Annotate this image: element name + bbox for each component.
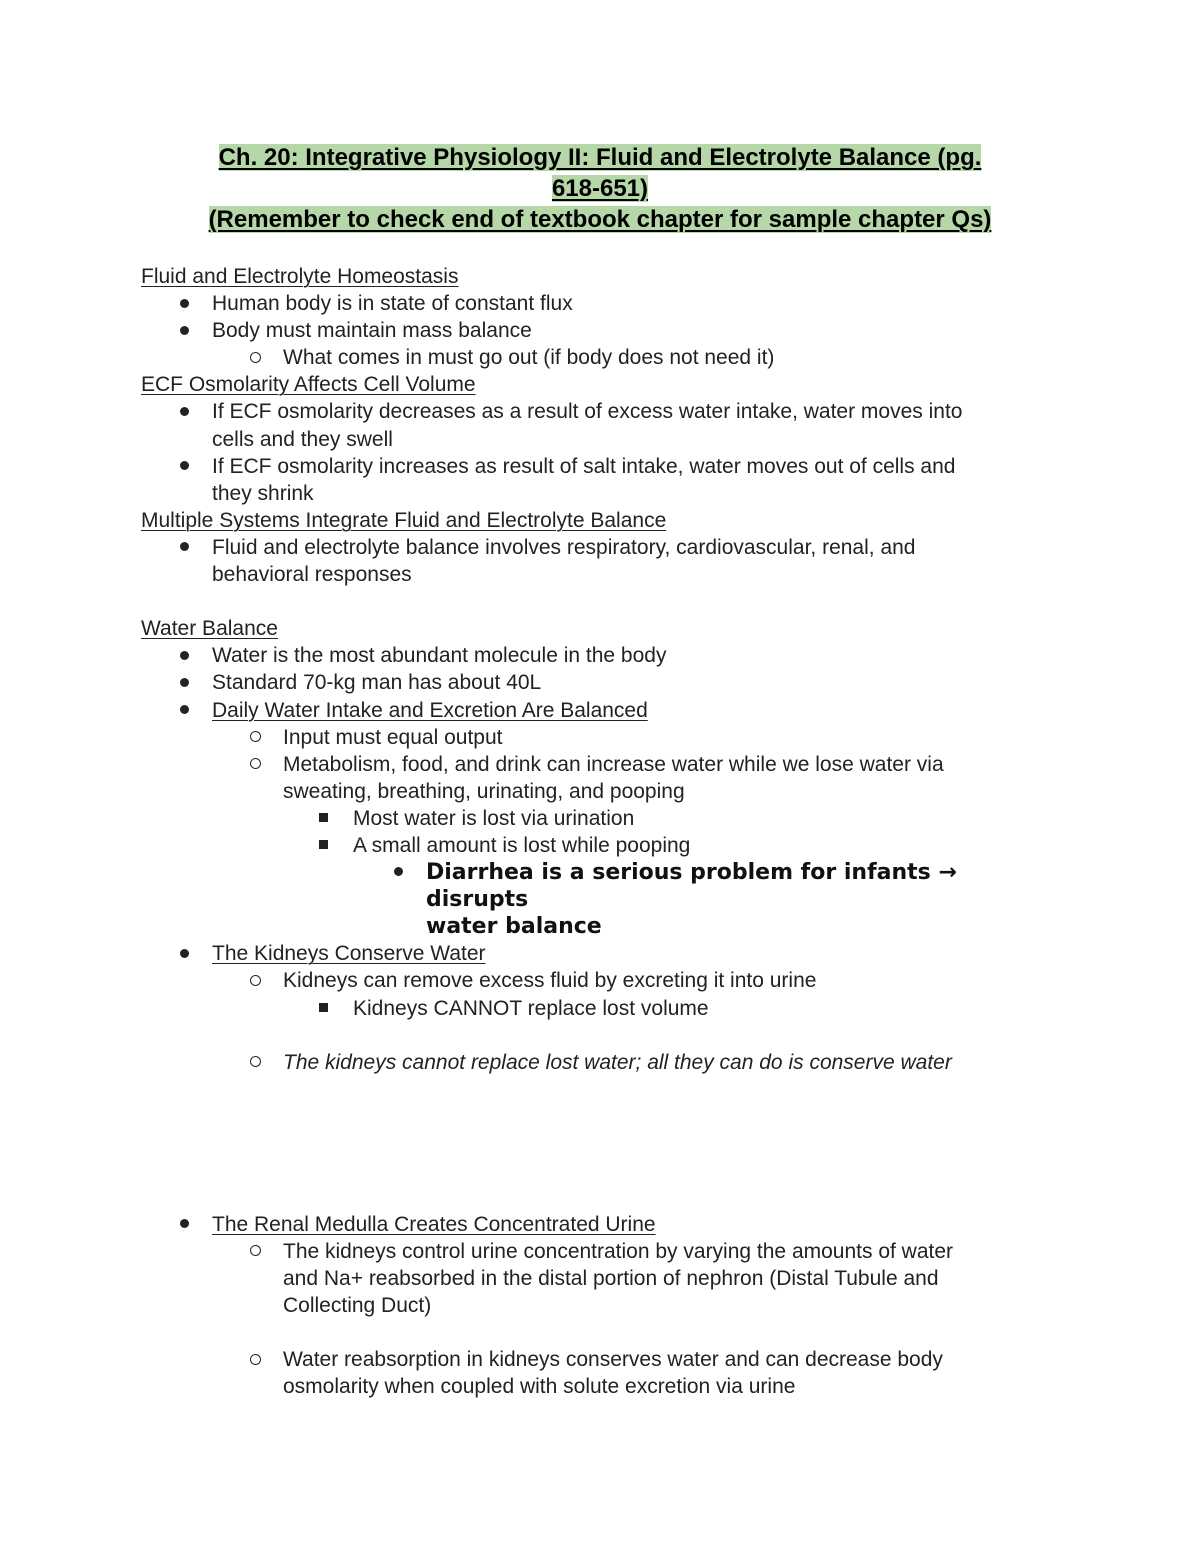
title-line-3: (Remember to check end of textbook chapter for sample chapter Qs) [208,206,992,233]
list-item-text: If ECF osmolarity increases as result of salt intake, water moves out of cells and [212,454,956,478]
filled-bullet-icon [174,453,194,480]
list-item [141,751,1061,805]
list-item [141,534,1061,588]
hollow-bullet-icon [245,1049,265,1076]
list-item-text-cont: cells and they swell [212,427,393,451]
list-item-text: A small amount is lost while pooping [353,833,691,857]
list-item-text: What comes in must go out (if body does not need it) [283,346,775,370]
filled-bullet-icon [174,940,194,967]
filled-bullet-icon [174,1211,194,1238]
list-item-text: Water reabsorption in kidneys conserves water and can decrease body [283,1348,943,1372]
filled-bullet-icon [388,859,408,886]
hollow-bullet-icon [245,1238,265,1265]
filled-bullet-icon [174,669,194,696]
list-item [141,344,1061,371]
section-heading-fluid-homeostasis: Fluid and Electrolyte Homeostasis [141,265,459,288]
list-item [141,1049,1061,1076]
list-item-text: The kidneys cannot replace lost water; all they can do is conserve water [283,1050,952,1074]
blank-line [141,1022,1061,1049]
list-item-text-cont: Collecting Duct) [283,1294,432,1318]
list-item-text: Water is the most abundant molecule in the body [212,644,667,668]
list-item-text: Fluid and electrolyte balance involves respiratory, cardiovascular, renal, and [212,535,916,559]
list-item-text: Input must equal output [283,725,503,749]
list-item [141,805,1061,832]
list-item-text: Body must maintain mass balance [212,319,532,343]
title-line-1: Ch. 20: Integrative Physiology II: Fluid and Electrolyte Balance (pg. [218,144,982,171]
list-item [141,317,1061,344]
list-item [141,1211,1061,1238]
list-item [141,995,1061,1022]
list-item-text: The kidneys control urine concentration by varying the amounts of water [283,1239,954,1263]
list-item-text-cont: behavioral responses [212,563,412,587]
list-item-text-cont: and Na+ reabsorbed in the distal portion of nephron (Distal Tubule and [283,1267,939,1290]
list-item [141,859,1061,940]
list-item-text: Standard 70-kg man has about 40L [212,671,542,695]
square-bullet-icon [313,832,333,859]
list-item-text: Kidneys can remove excess fluid by excreting it into urine [283,969,817,993]
hollow-bullet-icon [245,1346,265,1373]
square-bullet-icon [313,995,333,1022]
list-item-text-cont: water balance [426,914,602,940]
list-item [141,290,1061,317]
hollow-bullet-icon [245,967,265,994]
filled-bullet-icon [174,317,194,344]
filled-bullet-icon [174,534,194,561]
list-item [141,967,1061,994]
list-item [141,642,1061,669]
list-item [141,724,1061,751]
list-item [141,940,1061,967]
title-line-2: 618-651) [551,175,649,202]
blank-line [141,588,1061,615]
list-item-text-cont: they shrink [212,481,314,505]
document-title [130,142,1070,235]
filled-bullet-icon [174,398,194,425]
subsection-heading-kidneys-conserve: The Kidneys Conserve Water [212,942,486,966]
list-item-text: Kidneys CANNOT replace lost volume [353,996,709,1020]
list-item-text: Most water is lost via urination [353,806,635,830]
subsection-heading-daily-intake: Daily Water Intake and Excretion Are Balanced [212,698,648,722]
list-item-text-cont: sweating, breathing, urinating, and pooping [283,779,685,803]
hollow-bullet-icon [245,344,265,371]
subsection-heading-renal-medulla: The Renal Medulla Creates Concentrated Urine [212,1212,656,1236]
blank-line [141,1319,1061,1346]
filled-bullet-icon [174,642,194,669]
list-item [141,1238,1061,1319]
notes-content [141,263,1061,1400]
section-heading-ecf: ECF Osmolarity Affects Cell Volume [141,373,476,397]
list-item [141,1346,1061,1400]
section-heading-water-balance: Water Balance [141,617,278,641]
list-item-text: If ECF osmolarity decreases as a result of excess water intake, water moves into [212,400,963,424]
hollow-bullet-icon [245,724,265,751]
list-item-text: Diarrhea is a serious problem for infants → disrupts [426,860,957,913]
list-item-text: Human body is in state of constant flux [212,292,573,316]
list-item [141,697,1061,724]
square-bullet-icon [313,805,333,832]
section-heading-multiple-systems: Multiple Systems Integrate Fluid and Electrolyte Balance [141,508,667,532]
list-item [141,398,1061,452]
list-item [141,832,1061,859]
list-item [141,453,1061,507]
filled-bullet-icon [174,697,194,724]
hollow-bullet-icon [245,751,265,778]
list-item-text: Metabolism, food, and drink can increase water while we lose water via [283,752,944,776]
blank-space [141,1076,1061,1211]
list-item [141,669,1061,696]
filled-bullet-icon [174,290,194,317]
list-item-text-cont: osmolarity when coupled with solute excretion via urine [283,1375,796,1399]
